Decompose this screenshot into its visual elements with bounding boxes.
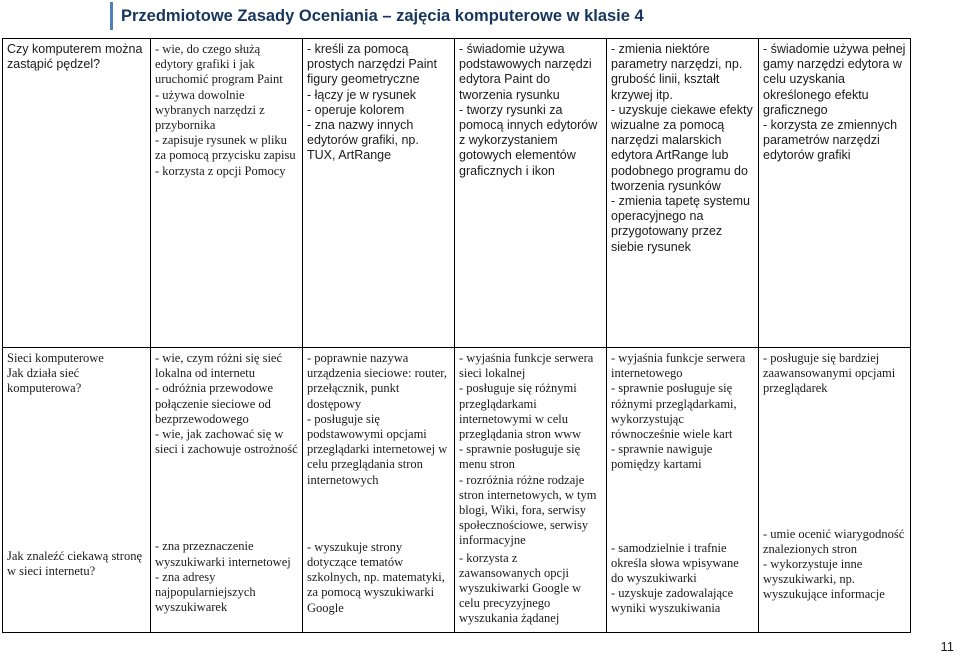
section-title: Sieci komputerowe bbox=[7, 351, 104, 365]
topic-label: Jak działa sieć komputerowa? bbox=[7, 366, 82, 396]
topic-label: Jak znaleźć ciekawą stronę w sieci internetu? bbox=[7, 548, 142, 578]
grade-cell: - zmienia niektóre parametry narzędzi, np. grubość linii, kształt krzywej itp. - uzyskuje ciekawe efekty wizualne za pomocą narzędzi malarskich edytora ArtRange lub podobnego programu do tworzenia rysunków - zmienia tapetę systemu operacyjnego na przygotowany przez siebie rysunek bbox=[607, 39, 759, 348]
page-header bbox=[110, 2, 644, 30]
page-title: Przedmiotowe Zasady Oceniania – zajęcia komputerowe w klasie 4 bbox=[121, 7, 644, 25]
grade-cell: - posługuje się bardziej zaawansowanymi opcjami przeglądarek - umie ocenić wiarygodność znalezionych stron - wykorzystuje inne wyszukiwarki, np. wyszukujące informacje bbox=[759, 348, 911, 633]
grade-cell: - wie, do czego służą edytory grafiki i jak uruchomić program Paint - używa dowolnie wybranych narzędzi z przybornika - zapisuje rysunek w pliku za pomocą przycisku zapisu - korzysta z opcji Pomocy bbox=[151, 39, 303, 348]
grade-cell: - wyjaśnia funkcje serwera sieci lokalnej - posługuje się różnymi przeglądarkami internetowymi w celu przeglądania stron www - sprawnie posługuje się menu stron - rozróżnia różne rodzaje stron internetowych, w tym blogi, Wiki, fora, serwisy społecznościowe, serwisy informacyjne - korzysta z zawansowanych opcji wyszukiwarki Google w celu precyzyjnego wyszukania żądanej bbox=[455, 348, 607, 633]
grade-cell: - świadomie używa podstawowych narzędzi edytora Paint do tworzenia rysunku - tworzy rysunki za pomocą innych edytorów z wykorzystaniem gotowych elementów graficznych i ikon bbox=[455, 39, 607, 348]
grade-cell: - świadomie używa pełnej gamy narzędzi edytora w celu uzyskania określonego efektu graficznego - korzysta ze zmiennych parametrów narzędzi edytorów grafiki bbox=[759, 39, 911, 348]
grade-cell: - wyjaśnia funkcje serwera internetowego - sprawnie posługuje się różnymi przeglądarkami, wykorzystując równocześnie wiele kart - sprawnie nawiguje pomiędzy kartami - samodzielnie i trafnie określa słowa wpisywane do wyszukiwarki - uzyskuje zadowalające wyniki wyszukiwania bbox=[607, 348, 759, 633]
grade-cell: - poprawnie nazywa urządzenia sieciowe: router, przełącznik, punkt dostępowy - posługuje się podstawowymi opcjami przeglądarki internetowej w celu przeglądania stron internetowych - wyszukuje strony dotyczące tematów szkolnych, np. matematyki, za pomocą wyszukiwarki Google bbox=[303, 348, 455, 633]
grade-cell: - kreśli za pomocą prostych narzędzi Paint figury geometryczne - łączy je w rysunek - operuje kolorem - zna nazwy innych edytorów grafiki, np. TUX, ArtRange bbox=[303, 39, 455, 348]
topic-cell: Czy komputerem można zastąpić pędzel? bbox=[3, 39, 151, 348]
table-row bbox=[3, 39, 911, 348]
grading-table bbox=[2, 38, 911, 633]
grade-cell: - wie, czym różni się sieć lokalna od internetu - odróżnia przewodowe połączenie sieciowe od bezprzewodowego - wie, jak zachować się w sieci i zachowuje ostrożność - zna przeznaczenie wyszukiwarki internetowej - zna adresy najpopularniejszych wyszukiwarek bbox=[151, 348, 303, 633]
table-row bbox=[3, 348, 911, 633]
topic-cell bbox=[3, 348, 151, 633]
page-number: 11 bbox=[940, 639, 954, 654]
